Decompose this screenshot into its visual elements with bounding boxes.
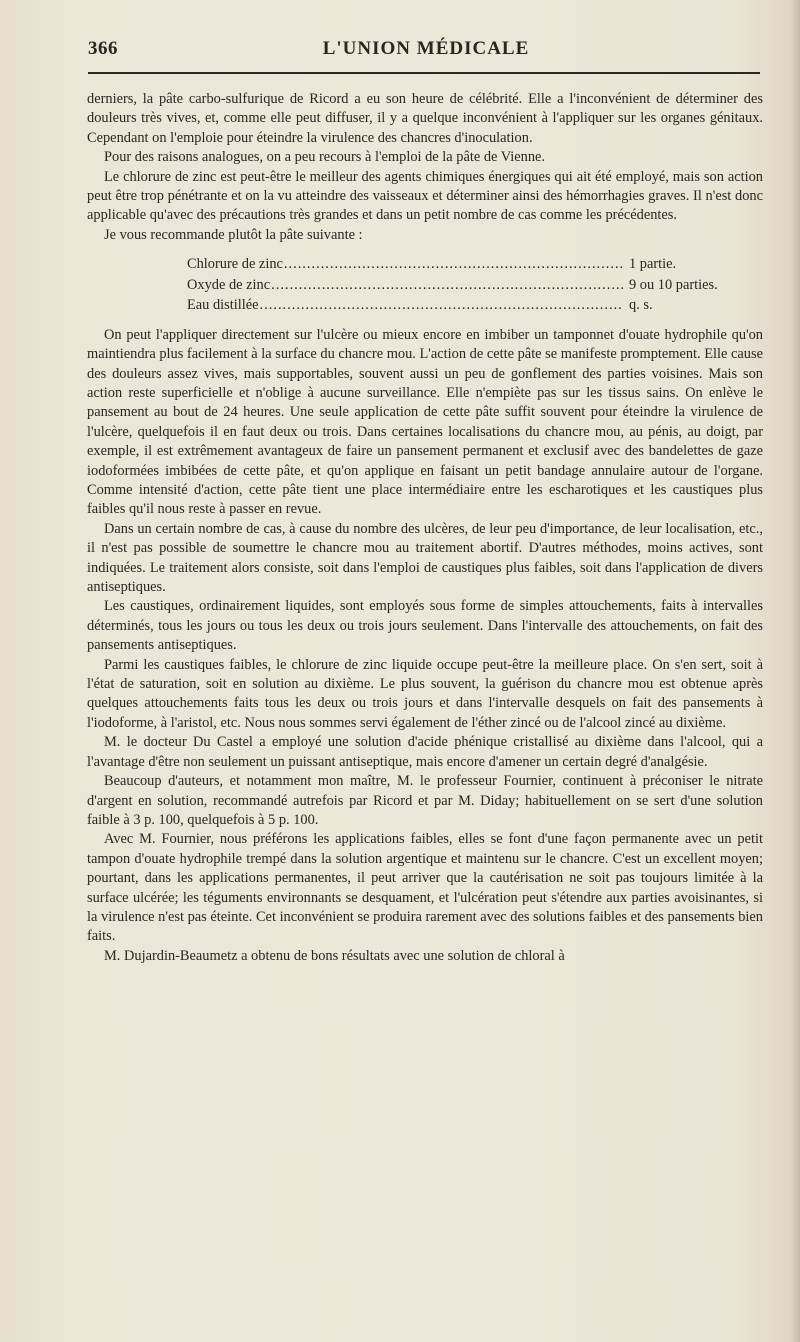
ingredient-quantity: 9 ou 10 parties. <box>629 276 718 293</box>
dot-leader <box>271 275 623 296</box>
running-title: L'UNION MÉDICALE <box>322 38 530 59</box>
ingredient-name: Eau distillée <box>187 297 259 314</box>
paragraph: Pour des raisons analogues, on a peu recours à l'emploi de la pâte de Vienne. <box>104 149 546 166</box>
paragraph: Parmi les caustiques faibles, le chlorure de zinc liquide occupe peut-être la meilleure place. On s'en sert, soit à l'état de saturation, soit en solution au dixième. Le plus souvent, la guérison du chancre mou est obtenue après quelques attouchements faits tous les deux ou trois jours et dans l'intervalle desquels on fait des pansements à l'iodoforme, à l'aristol, etc. Nous nous sommes servi également de l'éther zincé ou de l'alcool zincé au dixième. <box>87 656 763 731</box>
header-rule <box>88 72 760 74</box>
paragraph: Le chlorure de zinc est peut-être le meilleur des agents chimiques énergiques qui ait été employé, mais son action peut être trop pénétrante et on la vu atteindre des vaisseaux et déterminer ainsi des hémorrhagies graves. Il n'est donc applicable qu'avec des précautions très grandes et dans un petit nombre de cas comme les précédentes. <box>87 168 763 224</box>
ingredient-name: Chlorure de zinc <box>187 256 283 273</box>
paragraph: Avec M. Fournier, nous préférons les applications faibles, elles se font d'une façon permanente avec un petit tampon d'ouate hydrophile trempé dans la solution argentique et maintenu sur le chancre. C'est un excellent moyen; pourtant, dans les applications permanentes, il peut arriver que la cautérisation ne soit pas toujours limitée à la surface ulcérée; les téguments environnants se desquament, et l'ulcération peut s'étendre aux parties avoisinantes, si la virulence n'est pas éteinte. Cet inconvénient se produira rarement avec des solutions faibles et des pansements bien faits. <box>87 831 763 945</box>
page-header <box>88 38 764 68</box>
paragraph: M. Dujardin-Beaumetz a obtenu de bons résultats avec une solution de chloral à <box>104 947 565 964</box>
paragraph: Je vous recommande plutôt la pâte suivante : <box>104 226 363 243</box>
paragraph: derniers, la pâte carbo-sulfurique de Ricord a eu son heure de célébrité. Elle a l'inconvénient de déterminer des douleurs très vives, et, comme elle peut diffuser, il y a quelque inconvénient à l'appliquer sur les organes génitaux. Cependant on l'emploie pour éteindre la virulence des chancres d'inoculation. <box>87 91 763 146</box>
paragraph: On peut l'appliquer directement sur l'ulcère ou mieux encore en imbiber un tamponnet d'ouate hydrophile qu'on maintiendra plus facilement à la surface du chancre mou. L'action de cette pâte se manifeste promptement. Elle cause des douleurs assez vives, mais supportables, souvent aussi un peu de gonflement des parties voisines. Mais son action reste superficielle et n'oblige à aucune surveillance. Elle n'empiète pas sur les tissus sains. On enlève le pansement au bout de 24 heures. Une seule application de cette pâte suffit souvent pour éteindre la virulence de l'ulcère, quelquefois il en faut deux ou trois. Dans certaines localisations du chancre mou, au pénis, au doigt, par exemple, il est extrêmement avantageux de faire un pansement permanent et exclusif avec des bandelettes de gaze iodoformées imbibées de cette pâte, et qu'on applique en faisant un petit bandage annulaire autour de l'organe. Comme intensité d'action, cette pâte tient une place intermédiaire entre les escharotiques et les caustiques plus faibles qu'il nous reste à passer en revue. <box>87 326 763 518</box>
recipe-row <box>187 275 747 296</box>
body-text <box>87 90 763 966</box>
paragraph: Dans un certain nombre de cas, à cause du nombre des ulcères, de leur peu d'importance, de leur localisation, etc., il n'est pas possible de soumettre le chancre mou au traitement abortif. D'autres méthodes, moins actives, sont indiquées. Le traitement alors consiste, soit dans l'emploi de caustiques plus faibles, soit dans l'application de divers antiseptiques. <box>87 520 763 596</box>
dot-leader <box>284 254 623 275</box>
dot-leader <box>260 295 623 316</box>
recipe-row <box>187 254 747 275</box>
page-number: 366 <box>88 38 118 59</box>
ingredient-quantity: q. s. <box>629 297 653 314</box>
paragraph: Beaucoup d'auteurs, et notamment mon maître, M. le professeur Fournier, continuent à préconiser le nitrate d'argent en solution, recommandé autrefois par Ricord et par M. Diday; habituellement on se sert d'une solution faible à 3 p. 100, quelquefois à 5 p. 100. <box>87 773 763 828</box>
recipe-row <box>187 295 747 316</box>
ingredient-name: Oxyde de zinc <box>187 276 271 293</box>
recipe-list <box>87 254 763 316</box>
paragraph: M. le docteur Du Castel a employé une solution d'acide phénique cristallisé au dixième dans l'alcool, qui a l'avantage d'être non seulement un puissant antiseptique, mais encore d'amener un certain degré d'analgésie. <box>87 734 763 770</box>
page-edge-shadow <box>790 0 800 1342</box>
paragraph: Les caustiques, ordinairement liquides, sont employés sous forme de simples attouchements, faits à intervalles déterminés, tous les jours ou tous les deux ou trois jours seulement. Dans l'intervalle des attouchements, on fait des pansements antiseptiques. <box>87 598 763 654</box>
ingredient-quantity: 1 partie. <box>629 256 677 273</box>
